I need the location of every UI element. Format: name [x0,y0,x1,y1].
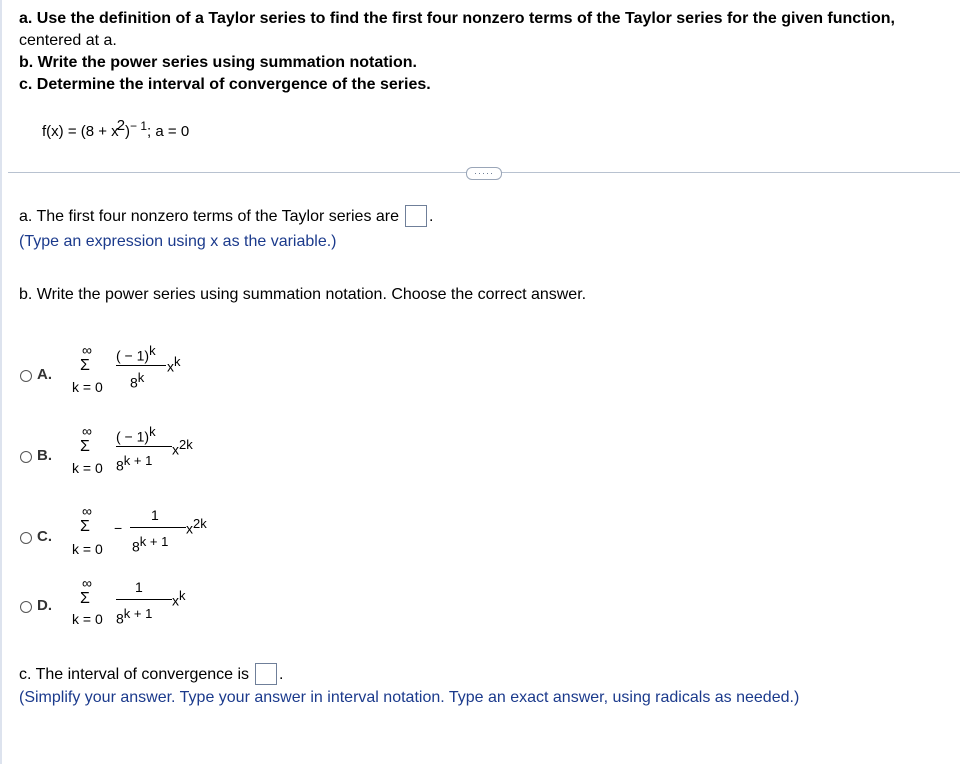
option-c-radio[interactable] [20,532,32,544]
function-center: ; a = 0 [147,123,190,140]
option-a-fraction-bar [116,365,166,366]
option-d-fraction-bar [116,599,172,600]
option-d-var-base: x [172,592,179,609]
option-c-variable [186,516,207,537]
option-b-den-exp: k + 1 [123,453,153,468]
option-d-radio[interactable] [20,601,32,613]
part-a-hint: (Type an expression using x as the variable.) [19,233,337,250]
option-b-denominator [116,453,152,474]
option-b[interactable] [20,423,320,493]
option-b-num-exp: k [149,424,156,439]
function-base: f(x) = (8 + x [42,123,119,140]
part-a-answer-box[interactable] [405,205,427,227]
part-c-answer-box[interactable] [255,663,277,685]
part-b-prompt: b. Write the power series using summation notation. Choose the correct answer. [19,286,587,303]
option-a-infinity: ∞ [82,342,92,358]
option-c-den-base: 8 [132,538,140,555]
question-a-cont: centered at a. [19,32,117,49]
option-b-numerator [116,424,156,445]
part-a-line [19,205,433,227]
question-b: b. Write the power series using summation notation. [19,54,417,71]
option-a-den-base: 8 [130,374,138,391]
option-c-letter: C. [37,528,52,545]
option-d-infinity: ∞ [82,575,92,591]
left-border [0,0,2,764]
option-b-radio[interactable] [20,451,32,463]
part-c-suffix: . [279,666,284,683]
function-exponent: − 1 [130,119,148,133]
option-d-lower: k = 0 [72,611,103,627]
option-a[interactable] [20,342,320,412]
option-b-fraction-bar [116,446,172,447]
question-text [19,8,949,96]
part-c-prompt: c. The interval of convergence is [19,666,250,683]
option-d-den-exp: k + 1 [123,606,153,621]
option-d-var-exp: k [179,588,186,603]
part-c-line [19,663,284,685]
option-c-sign: − [114,520,123,536]
option-d-denominator [116,606,152,627]
function-close: ) [125,123,131,140]
option-b-letter: B. [37,447,52,464]
option-c-den-exp: k + 1 [139,534,169,549]
option-b-variable [172,437,193,458]
option-b-var-exp: 2k [179,437,193,452]
option-d-variable [172,588,186,609]
question-a-bold: a. Use the definition of a Taylor series to find the first four nonzero terms of the Taylor series for the given function, [19,10,895,27]
option-c-numerator: 1 [151,507,159,523]
question-c: c. Determine the interval of convergence of the series. [19,76,431,93]
option-c[interactable] [20,503,320,573]
option-a-var-exp: k [174,354,181,369]
option-c-var-exp: 2k [193,516,207,531]
option-a-denominator [130,370,144,391]
option-a-var-base: x [167,358,174,375]
function-expression [42,117,189,140]
part-c-hint: (Simplify your answer. Type your answer in interval notation. Type an exact answer, using radicals as needed.) [19,689,800,706]
option-c-fraction-bar [130,527,186,528]
option-b-lower: k = 0 [72,460,103,476]
option-c-infinity: ∞ [82,503,92,519]
option-a-letter: A. [37,366,52,383]
part-a-prompt: a. The first four nonzero terms of the Taylor series are [19,208,400,225]
option-b-num-base: ( − 1) [116,428,150,445]
function-square: 2 [116,117,126,134]
option-c-sigma: Σ [80,518,90,535]
option-d-den-base: 8 [116,610,124,627]
option-a-sigma: Σ [80,357,90,374]
option-c-denominator [132,534,168,555]
option-a-numerator [116,343,156,364]
option-a-num-exp: k [149,343,156,358]
option-b-var-base: x [172,441,179,458]
option-d-letter: D. [37,597,52,614]
expand-more-button[interactable]: ····· [466,167,502,180]
option-d[interactable] [20,575,320,645]
option-b-den-base: 8 [116,457,124,474]
option-a-lower: k = 0 [72,379,103,395]
option-b-sigma: Σ [80,438,90,455]
option-a-radio[interactable] [20,370,32,382]
option-c-var-base: x [186,520,193,537]
option-a-den-exp: k [137,370,145,385]
option-a-variable [167,354,181,375]
option-a-num-base: ( − 1) [116,347,150,364]
option-d-sigma: Σ [80,590,90,607]
part-a-suffix: . [429,208,434,225]
option-c-lower: k = 0 [72,541,103,557]
option-b-infinity: ∞ [82,423,92,439]
option-d-numerator: 1 [135,579,143,595]
